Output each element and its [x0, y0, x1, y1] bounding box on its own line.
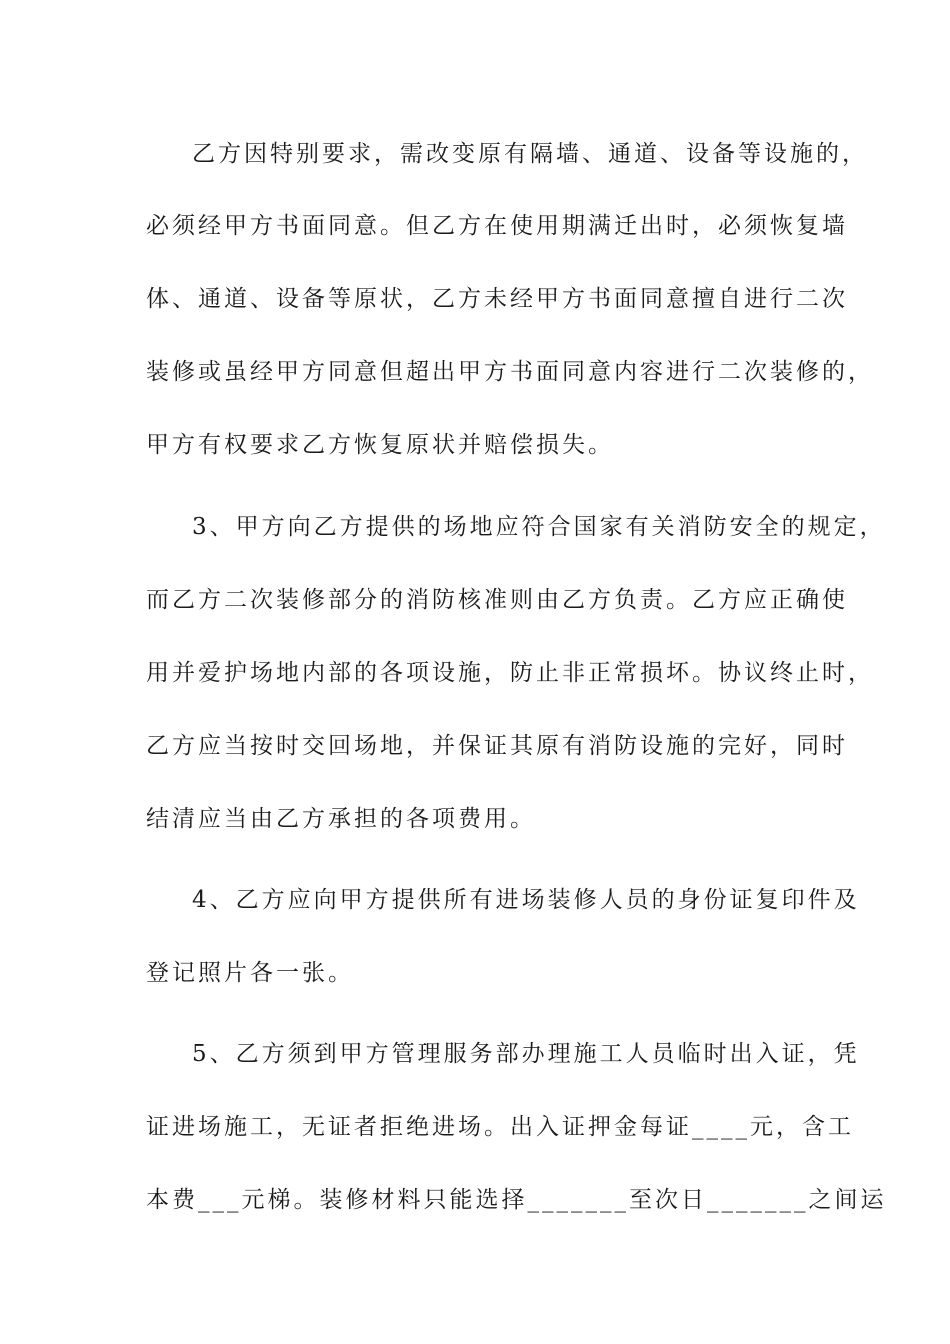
paragraph-3-line-1: 4、乙方应向甲方提供所有进场装修人员的身份证复印件及 — [192, 887, 860, 913]
paragraph-1-line-4: 装修或虽经甲方同意但超出甲方书面同意内容进行二次装修的， — [146, 359, 874, 385]
paragraph-2-line-1: 3、甲方向乙方提供的场地应符合国家有关消防安全的规定， — [192, 514, 886, 540]
paragraph-2-line-2: 而乙方二次装修部分的消防核准则由乙方负责。乙方应正确使 — [146, 587, 848, 613]
paragraph-1-line-1: 乙方因特别要求，需改变原有隔墙、通道、设备等设施的， — [192, 141, 868, 167]
paragraph-1-line-2: 必须经甲方书面同意。但乙方在使用期满迁出时，必须恢复墙 — [146, 213, 848, 239]
paragraph-3-line-2: 登记照片各一张。 — [146, 960, 354, 986]
paragraph-4-line-3: 本费___元梯。装修材料只能选择_______至次日_______之间运 — [146, 1187, 887, 1213]
paragraph-1-line-5: 甲方有权要求乙方恢复原状并赔偿损失。 — [146, 432, 614, 458]
paragraph-2-line-3: 用并爱护场地内部的各项设施，防止非正常损坏。协议终止时， — [146, 660, 874, 686]
paragraph-2-line-5: 结清应当由乙方承担的各项费用。 — [146, 806, 536, 832]
paragraph-4-line-2: 证进场施工，无证者拒绝进场。出入证押金每证____元，含工 — [146, 1114, 854, 1140]
paragraph-1-line-3: 体、通道、设备等原状，乙方未经甲方书面同意擅自进行二次 — [146, 286, 848, 312]
paragraph-4-line-1: 5、乙方须到甲方管理服务部办理施工人员临时出入证，凭 — [192, 1041, 860, 1067]
paragraph-2-line-4: 乙方应当按时交回场地，并保证其原有消防设施的完好，同时 — [146, 733, 848, 759]
